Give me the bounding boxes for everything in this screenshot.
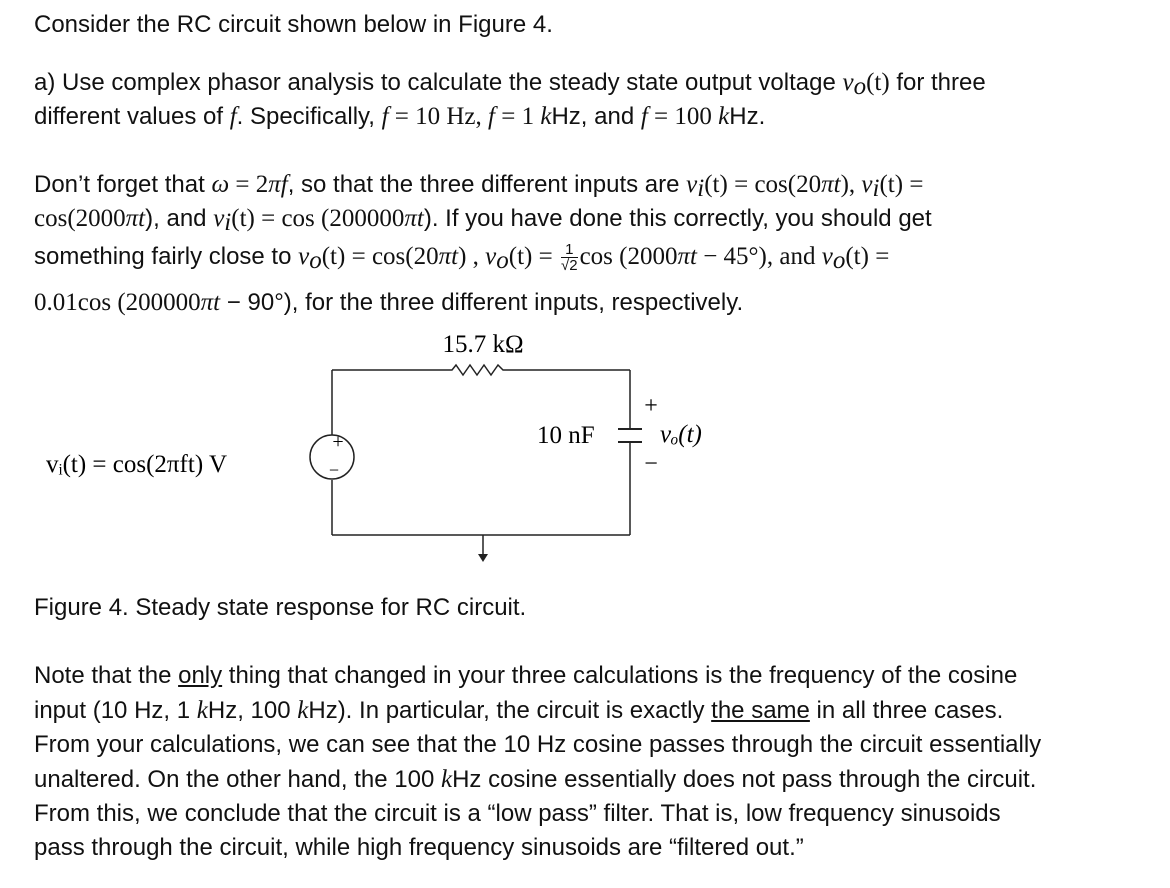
note-line-3: From your calculations, we can see that the 10 Hz cosine passes through the circuit essentially	[34, 731, 1042, 758]
note-line-5: From this, we conclude that the circuit is a “low pass” filter. That is, low frequency sinusoids	[34, 800, 1001, 827]
hint-line-1: Don’t forget that ω = 2πf, so that the three different inputs are $v_i(t) = \cos(20\pi t)$, $v_i(t)$ =	[34, 171, 924, 202]
note-line-6: pass through the circuit, while high frequency sinusoids are “filtered out.”	[34, 834, 804, 861]
fraction-one-over-root-two: $\frac{1}{√2}$	[560, 241, 578, 275]
top-wire	[332, 365, 630, 375]
figure-caption: Figure 4. Steady state response for RC circuit.	[34, 594, 527, 621]
hint-line-2: cos(2000πt), and $v_i(t) = \cos (200000\pi t)$. If you have done this correctly, you should get	[34, 205, 932, 236]
output-label: vₒ(t)	[660, 421, 702, 448]
rc-circuit-diagram	[0, 325, 1170, 565]
source-minus: −	[328, 460, 340, 480]
part-a-line-1: a) Use complex phasor analysis to calculate the steady state output voltage $v_o(t)$ for three	[34, 69, 986, 100]
intro-text: Consider the RC circuit shown below in Figure 4.	[34, 11, 553, 38]
output-minus: −	[644, 451, 658, 477]
note-line-4: unaltered. On the other hand, the 100 kHz cosine essentially does not pass through the circuit.	[34, 766, 1037, 793]
source-label: vᵢ(t) = cos(2πft) V	[46, 451, 228, 478]
part-a-line-2: different values of f. Specifically, f = 10 Hz, f = 1 kHz, and f = 100 kHz.	[34, 103, 766, 130]
note-line-1: Note that the only thing that changed in your three calculations is the frequency of the cosine	[34, 662, 1018, 689]
capacitor-symbol	[618, 429, 642, 442]
hint-line-4: 0.01cos (200000πt − 90°), for the three different inputs, respectively.	[34, 289, 744, 316]
output-plus: +	[644, 393, 658, 419]
capacitor-label: 10 nF	[537, 422, 595, 449]
hint-line-3: something fairly close to $v_o(t) = \cos(20\pi t)$ , $v_o(t)$ = $\frac{1}{√2}$ cos (2000πt − 45°), and $v_o(t)$ =	[34, 241, 890, 275]
resistor-label: 15.7 kΩ	[442, 331, 524, 358]
note-line-2: input (10 Hz, 1 kHz, 100 kHz). In particular, the circuit is exactly the same in all three cases.	[34, 697, 1004, 724]
source-plus: +	[332, 431, 344, 453]
